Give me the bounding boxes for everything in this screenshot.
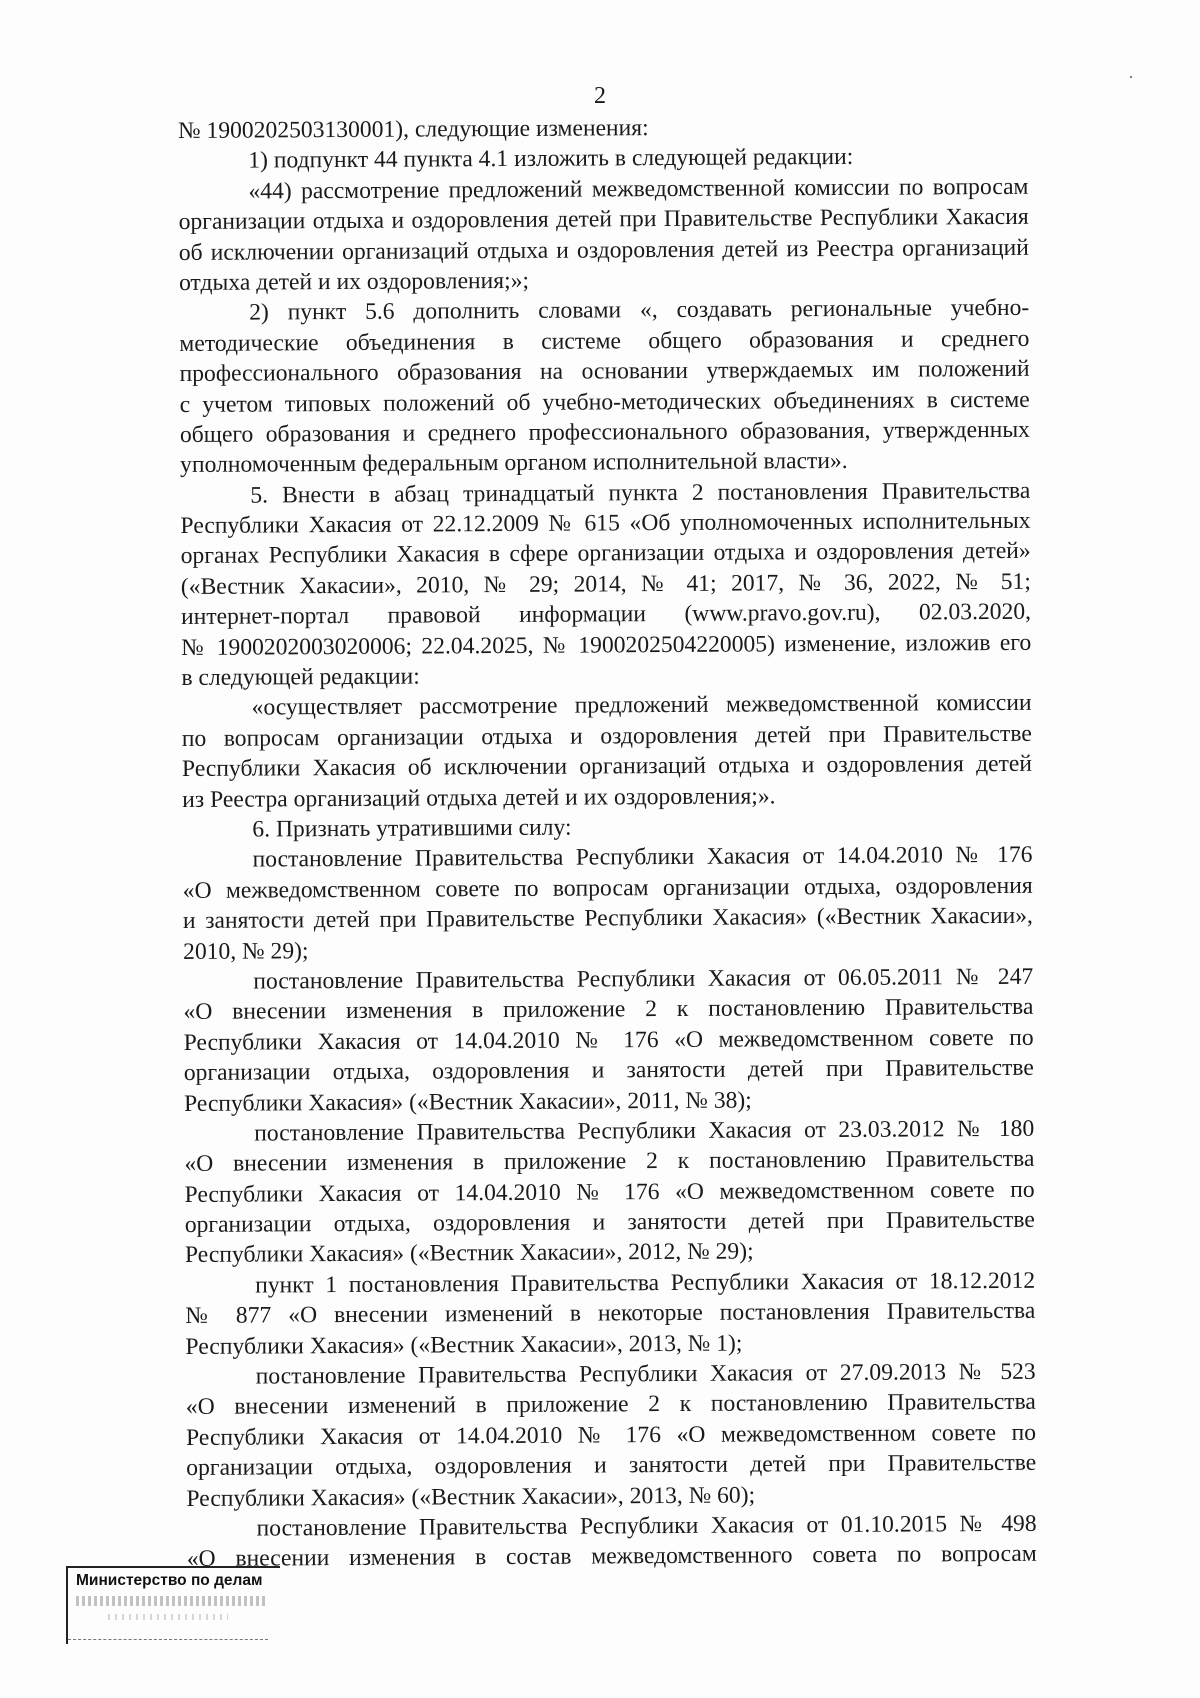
text-line: и занятости детей при Правительстве Республики Хакасия» («Вестник Хакасии», <box>182 902 1033 935</box>
text-line: организации отдыха, оздоровления и занятости детей при Правительстве <box>183 1054 1034 1087</box>
text-line: Республики Хакасия» («Вестник Хакасии», 2011, № 38); <box>183 1087 752 1117</box>
text-line: общего образования и среднего профессионального образования, утвержденных <box>179 416 1031 448</box>
text-line: 1) подпункт 44 пункта 4.1 изложить в следующей редакции: <box>248 144 854 174</box>
text-line: 2010, № 29); <box>183 937 309 965</box>
text-line: об исключении организаций отдыха и оздоровления детей из Реестра организаций <box>178 234 1029 266</box>
text-line: «О внесении изменения в приложение 2 к постановлению Правительства <box>183 994 1034 1026</box>
text-line: 2) пункт 5.6 дополнить словами «, создавать региональные учебно- <box>249 295 1030 326</box>
text-line: Республики Хакасия об исключении организаций отдыха и оздоровления детей <box>181 750 1033 783</box>
text-line: № 877 «О внесении изменений в некоторые постановления Правительства <box>185 1298 1036 1330</box>
text-line: «О внесении изменения в состав межведомственного совета по вопросам <box>186 1541 1037 1573</box>
text-line: по вопросам организации отдыха и оздоровления детей при Правительстве <box>181 720 1032 752</box>
text-line: методические объединения в системе общего образования и среднего <box>179 325 1030 357</box>
text-line: в следующей редакции: <box>181 663 420 692</box>
text-line: («Вестник Хакасии», 2010, № 29; 2014, № 41; 2017, № 36, 2022, № 51; <box>180 568 1031 600</box>
text-line: № 1900202003020006; 22.04.2025, № 1900202504220005) изменение, изложив его <box>181 629 1032 661</box>
text-line: постановление Правительства Республики Хакасия от 14.04.2010 № 176 <box>252 842 1033 873</box>
document-body <box>178 111 1037 1575</box>
text-line: «О внесении изменений в приложение 2 к постановлению Правительства <box>185 1389 1036 1421</box>
stamp-title: Министерство по делам <box>76 1572 263 1589</box>
stamp-faded-line <box>108 1614 228 1620</box>
text-line: организации отдыха, оздоровления и занятости детей при Правительстве <box>184 1206 1035 1239</box>
scan-speck <box>1130 76 1132 78</box>
text-line: Республики Хакасия» («Вестник Хакасии», 2013, № 1); <box>185 1330 743 1360</box>
text-line: отдыха детей и их оздоровления;»; <box>178 267 530 296</box>
stamp-faded-line <box>76 1596 266 1606</box>
stamp-underline <box>68 1639 268 1640</box>
text-line: с учетом типовых положений об учебно-методических объединениях в системе <box>179 386 1030 418</box>
text-line: Республики Хакасия от 14.04.2010 № 176 «О межведомственном совете по <box>183 1024 1034 1056</box>
text-line: «осуществляет рассмотрение предложений межведомственной комиссии <box>251 690 1032 721</box>
text-line: постановление Правительства Республики Хакасия от 27.09.2013 № 523 <box>255 1358 1036 1390</box>
text-line: Республики Хакасия» («Вестник Хакасии», 2013, № 60); <box>186 1482 756 1512</box>
text-line: постановление Правительства Республики Хакасия от 01.10.2015 № 498 <box>256 1510 1037 1542</box>
text-line: профессионального образования на основании утверждаемых им положений <box>179 355 1030 388</box>
text-line: Республики Хакасия от 22.12.2009 № 615 «Об уполномоченных исполнительных <box>180 507 1031 540</box>
text-line: из Реестра организаций отдыха детей и их оздоровления;». <box>182 782 776 813</box>
text-line: интернет-портал правовой информации (www.pravo.gov.ru), 02.03.2020, <box>180 599 1032 631</box>
text-line: Республики Хакасия от 14.04.2010 № 176 «О межведомственном совете по <box>185 1419 1037 1451</box>
text-line: организации отдыха и оздоровления детей при Правительстве Республики Хакасия <box>178 203 1029 236</box>
text-line: Республики Хакасия от 14.04.2010 № 176 «О межведомственном совете по <box>184 1176 1035 1208</box>
text-line: Республики Хакасия» («Вестник Хакасии», 2012, № 29); <box>184 1238 754 1269</box>
registration-stamp <box>66 1566 280 1644</box>
page-number: 2 <box>594 83 606 109</box>
text-line: постановление Правительства Республики Хакасия от 23.03.2012 № 180 <box>254 1115 1035 1147</box>
text-line: органах Республики Хакасия в сфере организации отдыха и оздоровления детей» <box>180 538 1031 570</box>
text-line: 5. Внести в абзац тринадцатый пункта 2 постановления Правительства <box>250 477 1031 509</box>
text-line: «44) рассмотрение предложений межведомственной комиссии по вопросам <box>248 173 1029 205</box>
text-line: 6. Признать утратившими силу: <box>252 814 572 843</box>
text-line: организации отдыха, оздоровления и занятости детей при Правительстве <box>186 1449 1037 1482</box>
text-line: постановление Правительства Республики Хакасия от 06.05.2011 № 247 <box>253 963 1034 995</box>
text-line: «О внесении изменения в приложение 2 к постановлению Правительства <box>184 1146 1035 1178</box>
text-line: «О межведомственном совете по вопросам организации отдыха, оздоровления <box>182 872 1033 904</box>
text-line: № 1900202503130001), следующие изменения: <box>178 115 649 144</box>
text-line: пункт 1 постановления Правительства Республики Хакасия от 18.12.2012 <box>255 1267 1036 1299</box>
text-line: уполномоченным федеральным органом исполнительной власти». <box>180 448 848 479</box>
